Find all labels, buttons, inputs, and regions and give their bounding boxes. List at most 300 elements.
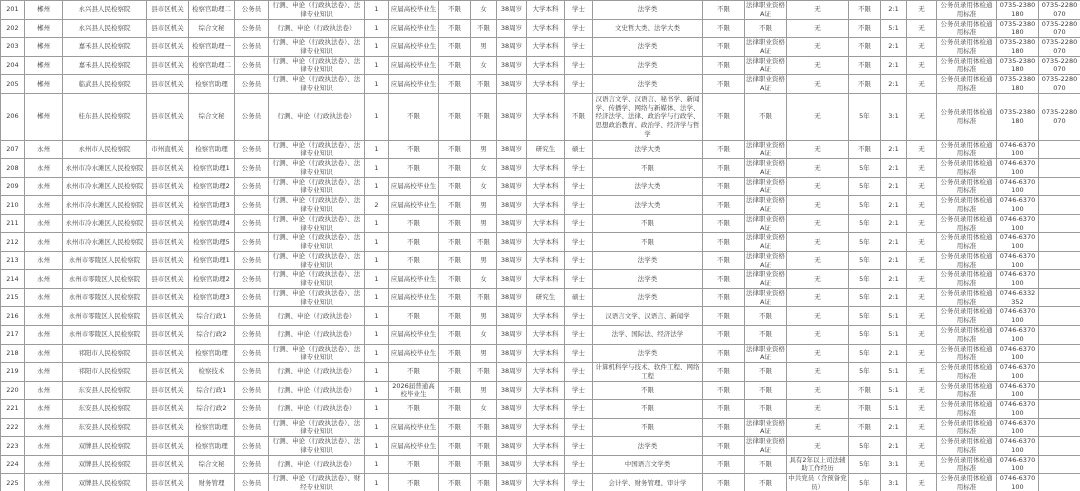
cell-exam-ratio: 2:1 [881, 1, 907, 20]
cell-exam-ratio: 3:1 [881, 93, 907, 140]
cell-bonus-policy: 无 [907, 344, 937, 363]
cell-education: 大学本科 [527, 38, 565, 57]
cell-work-experience: 不限 [703, 344, 745, 363]
cell-gender: 不限 [471, 363, 497, 382]
cell-position-type: 公务员 [235, 75, 269, 94]
cell-majors: 法学类 [593, 344, 703, 363]
cell-physical-exam-standard: 公务员录用体检通用标准 [937, 325, 997, 344]
cell-other-requirements: 无 [787, 1, 849, 20]
cell-age-limit: 38周岁 [497, 56, 527, 75]
cell-work-experience: 不限 [703, 363, 745, 382]
cell-bonus-policy: 无 [907, 196, 937, 215]
cell-work-experience: 不限 [703, 400, 745, 419]
cell-bonus-policy: 无 [907, 363, 937, 382]
cell-city: 永州 [25, 233, 63, 252]
cell-age-limit: 38周岁 [497, 19, 527, 38]
table-row [1, 177, 1080, 196]
cell-majors: 计算机科学与技术、软件工程、网络工程 [593, 363, 703, 382]
cell-row-number: 205 [1, 75, 25, 94]
cell-recruit-target: 应届高校毕业生 [389, 19, 439, 38]
table-body [1, 1, 1080, 491]
cell-openings: 1 [365, 214, 389, 233]
cell-exam-subjects: 行测、申论（行政执法卷）、法律专业知识 [269, 251, 365, 270]
cell-exam-subjects: 行测、申论（行政执法卷） [269, 381, 365, 400]
cell-age-limit: 38周岁 [497, 400, 527, 419]
cell-min-service-years: 5年 [849, 177, 881, 196]
cell-gender: 女 [471, 177, 497, 196]
cell-recruit-target: 应届高校毕业生 [389, 437, 439, 456]
cell-degree: 学士 [565, 19, 593, 38]
cell-household-limit: 不限 [439, 56, 471, 75]
cell-other-requirements: 无 [787, 56, 849, 75]
cell-other-requirements: 无 [787, 251, 849, 270]
cell-degree: 学士 [565, 344, 593, 363]
cell-other-requirements: 无 [787, 177, 849, 196]
cell-physical-exam-standard: 公务员录用体检通用标准 [937, 38, 997, 57]
cell-majors: 法学类 [593, 1, 703, 20]
cell-position-name: 检察官助理 [189, 140, 235, 159]
cell-position-name: 检察官助理4 [189, 214, 235, 233]
cell-org-level: 县市区机关 [147, 474, 189, 491]
cell-openings: 1 [365, 159, 389, 178]
cell-physical-exam-standard: 公务员录用体检通用标准 [937, 214, 997, 233]
cell-city: 永州 [25, 455, 63, 474]
cell-exam-ratio: 2:1 [881, 437, 907, 456]
cell-certificate: 不限 [745, 474, 787, 491]
cell-age-limit: 38周岁 [497, 437, 527, 456]
cell-openings: 1 [365, 38, 389, 57]
cell-min-service-years: 5年 [849, 93, 881, 140]
cell-exam-ratio: 2:1 [881, 38, 907, 57]
cell-other-requirements: 无 [787, 214, 849, 233]
table-row [1, 381, 1080, 400]
cell-row-number: 207 [1, 140, 25, 159]
cell-household-limit: 不限 [439, 288, 471, 307]
cell-position-type: 公务员 [235, 214, 269, 233]
cell-min-service-years: 不限 [849, 19, 881, 38]
cell-row-number: 218 [1, 344, 25, 363]
cell-age-limit: 38周岁 [497, 418, 527, 437]
cell-org-level: 县市区机关 [147, 363, 189, 382]
cell-certificate: 不限 [745, 307, 787, 326]
cell-position-name: 检察官助理5 [189, 233, 235, 252]
cell-other-requirements: 无 [787, 75, 849, 94]
cell-recruit-target: 应届高校毕业生 [389, 288, 439, 307]
cell-work-experience: 不限 [703, 270, 745, 289]
cell-position-type: 公务员 [235, 344, 269, 363]
cell-employer: 双牌县人民检察院 [63, 455, 147, 474]
cell-position-name: 检察官助理二 [189, 56, 235, 75]
cell-physical-exam-standard: 公务员录用体检通用标准 [937, 1, 997, 20]
cell-city: 永州 [25, 400, 63, 419]
cell-recruit-target: 不限 [389, 455, 439, 474]
cell-exam-ratio: 2:1 [881, 140, 907, 159]
cell-degree: 学士 [565, 363, 593, 382]
cell-majors: 法学类 [593, 56, 703, 75]
cell-other-requirements: 无 [787, 344, 849, 363]
cell-exam-ratio: 5:1 [881, 325, 907, 344]
cell-gender: 女 [471, 1, 497, 20]
cell-physical-exam-standard: 公务员录用体检通用标准 [937, 177, 997, 196]
cell-phone-1: 0746-6370100 [997, 214, 1039, 233]
cell-phone-2 [1039, 344, 1080, 363]
cell-city: 郴州 [25, 1, 63, 20]
cell-city: 永州 [25, 196, 63, 215]
cell-phone-1: 0735-2380180 [997, 93, 1039, 140]
cell-city: 郴州 [25, 75, 63, 94]
cell-household-limit: 不限 [439, 196, 471, 215]
cell-phone-1: 0735-2380180 [997, 19, 1039, 38]
cell-min-service-years: 5年 [849, 437, 881, 456]
cell-employer: 嘉禾县人民检察院 [63, 56, 147, 75]
cell-city: 永州 [25, 214, 63, 233]
cell-position-type: 公务员 [235, 38, 269, 57]
cell-work-experience: 不限 [703, 474, 745, 491]
cell-age-limit: 38周岁 [497, 455, 527, 474]
cell-degree: 学士 [565, 418, 593, 437]
cell-exam-ratio: 5:1 [881, 381, 907, 400]
cell-age-limit: 38周岁 [497, 344, 527, 363]
cell-row-number: 220 [1, 381, 25, 400]
table-row [1, 270, 1080, 289]
cell-certificate: 法律职业资格A证 [746, 251, 785, 269]
cell-exam-subjects: 行测、申论（行政执法卷）、法律专业知识 [269, 196, 365, 215]
cell-exam-ratio: 2:1 [881, 288, 907, 307]
cell-row-number: 213 [1, 251, 25, 270]
table-row [1, 214, 1080, 233]
cell-work-experience: 不限 [703, 19, 745, 38]
cell-openings: 1 [365, 251, 389, 270]
cell-position-name: 检察官助理3 [189, 288, 235, 307]
cell-age-limit: 38周岁 [497, 177, 527, 196]
cell-recruit-target: 不限 [389, 93, 439, 140]
cell-recruit-target: 应届高校毕业生 [389, 177, 439, 196]
cell-certificate: 法律职业资格A证 [746, 196, 785, 214]
cell-city: 永州 [25, 288, 63, 307]
cell-physical-exam-standard: 公务员录用体检通用标准 [937, 288, 997, 307]
cell-position-name: 综合文秘 [189, 455, 235, 474]
cell-recruit-target: 不限 [389, 307, 439, 326]
cell-education: 研究生 [527, 288, 565, 307]
cell-row-number: 203 [1, 38, 25, 57]
cell-employer: 祁阳市人民检察院 [63, 363, 147, 382]
cell-position-name: 综合行政2 [189, 325, 235, 344]
cell-bonus-policy: 无 [907, 418, 937, 437]
cell-certificate: 法律职业资格A证 [746, 418, 785, 436]
cell-openings: 1 [365, 177, 389, 196]
cell-exam-subjects: 行测、申论（行政执法卷） [269, 455, 365, 474]
cell-min-service-years: 5年 [849, 474, 881, 491]
cell-other-requirements: 中共党员（含预备党员） [788, 474, 847, 491]
cell-gender: 不限 [471, 93, 497, 140]
cell-org-level: 县市区机关 [147, 307, 189, 326]
cell-physical-exam-standard: 公务员录用体检通用标准 [937, 270, 997, 289]
cell-exam-subjects: 行测、申论（行政执法卷）、法律专业知识 [269, 56, 365, 75]
cell-degree: 学士 [565, 56, 593, 75]
cell-row-number: 224 [1, 455, 25, 474]
cell-exam-subjects: 行测、申论（行政执法卷）、法律专业知识 [269, 75, 365, 94]
cell-bonus-policy: 无 [907, 140, 937, 159]
cell-certificate: 法律职业资格A证 [746, 56, 785, 74]
cell-bonus-policy: 无 [907, 381, 937, 400]
cell-position-name: 检察官助理1 [189, 159, 235, 178]
cell-gender: 男 [471, 307, 497, 326]
cell-bonus-policy: 无 [907, 455, 937, 474]
cell-age-limit: 38周岁 [497, 196, 527, 215]
cell-education: 大学本科 [527, 325, 565, 344]
cell-certificate: 不限 [745, 325, 787, 344]
cell-phone-1: 0746-6370100 [997, 140, 1039, 159]
table-row [1, 75, 1080, 94]
cell-employer: 祁阳市人民检察院 [63, 344, 147, 363]
cell-other-requirements: 无 [787, 437, 849, 456]
cell-gender: 男 [471, 140, 497, 159]
cell-org-level: 县市区机关 [147, 381, 189, 400]
cell-bonus-policy: 无 [907, 159, 937, 178]
cell-openings: 1 [365, 270, 389, 289]
cell-certificate: 法律职业资格A证 [746, 344, 785, 362]
cell-row-number: 210 [1, 196, 25, 215]
cell-position-type: 公务员 [235, 381, 269, 400]
cell-exam-ratio: 2:1 [881, 75, 907, 94]
cell-phone-2 [1039, 159, 1080, 178]
cell-phone-1: 0746-6370100 [997, 418, 1039, 437]
cell-org-level: 县市区机关 [147, 19, 189, 38]
cell-certificate: 法律职业资格A证 [746, 233, 785, 251]
cell-position-name: 综合行政2 [189, 400, 235, 419]
cell-household-limit: 不限 [439, 455, 471, 474]
cell-phone-2 [1039, 140, 1080, 159]
cell-phone-2: 0735-2280070 [1039, 1, 1080, 20]
cell-row-number: 209 [1, 177, 25, 196]
cell-degree: 学士 [565, 400, 593, 419]
cell-phone-2 [1039, 400, 1080, 419]
cell-exam-ratio: 3:1 [881, 474, 907, 491]
cell-phone-1: 0746-6370100 [997, 400, 1039, 419]
cell-position-type: 公务员 [235, 196, 269, 215]
cell-education: 大学本科 [527, 196, 565, 215]
cell-recruit-target: 不限 [389, 363, 439, 382]
cell-row-number: 211 [1, 214, 25, 233]
cell-gender: 男 [471, 381, 497, 400]
table-row [1, 196, 1080, 215]
cell-row-number: 204 [1, 56, 25, 75]
cell-gender: 不限 [471, 455, 497, 474]
cell-majors: 不限 [593, 214, 703, 233]
cell-exam-subjects: 行测、申论（行政执法卷） [269, 325, 365, 344]
table-row [1, 38, 1080, 57]
cell-age-limit: 38周岁 [497, 270, 527, 289]
cell-phone-1: 0746-6332352 [997, 288, 1039, 307]
cell-phone-1: 0746-6370100 [997, 381, 1039, 400]
cell-age-limit: 38周岁 [497, 159, 527, 178]
cell-city: 永州 [25, 270, 63, 289]
cell-phone-2 [1039, 288, 1080, 307]
cell-bonus-policy: 无 [907, 288, 937, 307]
cell-phone-1: 0746-6370100 [997, 474, 1039, 491]
cell-exam-subjects: 行测、申论（行政执法卷）、法律专业知识 [269, 214, 365, 233]
cell-majors: 中国语言文学类 [593, 455, 703, 474]
cell-min-service-years: 不限 [849, 56, 881, 75]
cell-phone-2 [1039, 214, 1080, 233]
cell-physical-exam-standard: 公务员录用体检通用标准 [937, 455, 997, 474]
cell-household-limit: 不限 [439, 214, 471, 233]
cell-majors: 汉语言文学、汉语言、秘书学、新闻学、传播学、网络与新媒体、法学、经济法学、法律、政治学与行政学、思想政治教育、政治学、经济学与哲学 [593, 93, 703, 140]
cell-min-service-years: 5年 [849, 288, 881, 307]
cell-degree: 学士 [565, 270, 593, 289]
cell-position-type: 公务员 [235, 1, 269, 20]
cell-position-type: 公务员 [235, 307, 269, 326]
cell-employer: 永州市零陵区人民检察院 [63, 288, 147, 307]
cell-education: 大学本科 [527, 19, 565, 38]
cell-certificate: 法律职业资格A证 [746, 159, 785, 176]
cell-exam-subjects: 行测、申论（行政执法卷）、法律专业知识 [269, 288, 365, 307]
cell-household-limit: 不限 [439, 307, 471, 326]
cell-age-limit: 38周岁 [497, 251, 527, 270]
cell-other-requirements: 无 [787, 288, 849, 307]
cell-row-number: 212 [1, 233, 25, 252]
cell-certificate: 法律职业资格A证 [746, 38, 785, 55]
cell-org-level: 县市区机关 [147, 159, 189, 178]
cell-bonus-policy: 无 [907, 400, 937, 419]
cell-other-requirements: 无 [787, 418, 849, 437]
cell-work-experience: 不限 [703, 56, 745, 75]
cell-phone-2 [1039, 437, 1080, 456]
cell-education: 大学本科 [527, 1, 565, 20]
cell-education: 大学本科 [527, 307, 565, 326]
cell-household-limit: 不限 [439, 344, 471, 363]
cell-household-limit: 不限 [439, 159, 471, 178]
cell-household-limit: 不限 [439, 140, 471, 159]
cell-bonus-policy: 无 [907, 1, 937, 20]
table-row [1, 1, 1080, 20]
cell-gender: 不限 [471, 474, 497, 491]
cell-phone-2: 0735-2280070 [1039, 19, 1080, 38]
cell-employer: 永州市人民检察院 [63, 140, 147, 159]
cell-min-service-years: 不限 [849, 381, 881, 400]
cell-city: 永州 [25, 418, 63, 437]
cell-phone-2: 0735-2280070 [1039, 75, 1080, 94]
cell-work-experience: 不限 [703, 437, 745, 456]
cell-exam-subjects: 行测、申论（行政执法卷）、财经专业知识 [269, 474, 365, 491]
cell-openings: 1 [365, 344, 389, 363]
cell-recruit-target: 应届高校毕业生 [389, 196, 439, 215]
cell-position-name: 综合文秘 [189, 93, 235, 140]
cell-openings: 1 [365, 455, 389, 474]
cell-phone-1: 0746-6370100 [997, 159, 1039, 178]
cell-gender: 男 [471, 38, 497, 57]
cell-work-experience: 不限 [703, 214, 745, 233]
cell-position-type: 公务员 [235, 233, 269, 252]
cell-org-level: 县市区机关 [147, 288, 189, 307]
cell-certificate: 法律职业资格A证 [746, 177, 785, 195]
cell-org-level: 县市区机关 [147, 177, 189, 196]
cell-org-level: 县市区机关 [147, 75, 189, 94]
table-row [1, 140, 1080, 159]
cell-position-name: 检察官助理 [189, 344, 235, 363]
cell-physical-exam-standard: 公务员录用体检通用标准 [937, 56, 997, 75]
cell-majors: 法学类 [593, 437, 703, 456]
cell-physical-exam-standard: 公务员录用体检通用标准 [937, 474, 997, 491]
table-row [1, 437, 1080, 456]
cell-recruit-target: 应届高校毕业生 [389, 56, 439, 75]
cell-min-service-years: 5年 [849, 251, 881, 270]
cell-row-number: 221 [1, 400, 25, 419]
cell-gender: 不限 [471, 75, 497, 94]
cell-bonus-policy: 无 [907, 75, 937, 94]
cell-city: 郴州 [25, 56, 63, 75]
cell-phone-1: 0746-6370100 [997, 196, 1039, 215]
cell-employer: 双牌县人民检察院 [63, 474, 147, 491]
cell-majors: 不限 [593, 381, 703, 400]
cell-physical-exam-standard: 公务员录用体检通用标准 [937, 307, 997, 326]
cell-openings: 1 [365, 418, 389, 437]
cell-employer: 永州市冷水滩区人民检察院 [63, 233, 147, 252]
cell-age-limit: 38周岁 [497, 140, 527, 159]
cell-recruit-target: 应届高校毕业生 [389, 344, 439, 363]
cell-bonus-policy: 无 [907, 214, 937, 233]
cell-work-experience: 不限 [703, 93, 745, 140]
cell-gender: 不限 [471, 19, 497, 38]
cell-position-name: 检察官助理3 [189, 196, 235, 215]
cell-position-type: 公务员 [235, 400, 269, 419]
cell-household-limit: 不限 [439, 381, 471, 400]
cell-openings: 1 [365, 474, 389, 491]
cell-employer: 永州市零陵区人民检察院 [63, 270, 147, 289]
cell-exam-subjects: 行测、申论（行政执法卷）、法律专业知识 [269, 177, 365, 196]
cell-majors: 法学类 [593, 270, 703, 289]
cell-other-requirements: 无 [787, 307, 849, 326]
cell-employer: 永州市零陵区人民检察院 [63, 307, 147, 326]
cell-exam-ratio: 2:1 [881, 344, 907, 363]
cell-row-number: 217 [1, 325, 25, 344]
cell-employer: 永州市零陵区人民检察院 [63, 325, 147, 344]
cell-openings: 1 [365, 19, 389, 38]
cell-min-service-years: 5年 [849, 455, 881, 474]
cell-city: 郴州 [25, 93, 63, 140]
cell-age-limit: 38周岁 [497, 307, 527, 326]
cell-org-level: 县市区机关 [147, 196, 189, 215]
cell-city: 郴州 [25, 19, 63, 38]
cell-min-service-years: 不限 [849, 1, 881, 20]
cell-household-limit: 不限 [439, 325, 471, 344]
cell-exam-subjects: 行测、申论（行政执法卷） [269, 363, 365, 382]
cell-phone-2 [1039, 233, 1080, 252]
cell-position-name: 综合行政1 [189, 307, 235, 326]
cell-phone-2 [1039, 363, 1080, 382]
cell-exam-ratio: 2:1 [881, 177, 907, 196]
cell-work-experience: 不限 [703, 307, 745, 326]
cell-phone-2 [1039, 270, 1080, 289]
table-row [1, 363, 1080, 382]
cell-exam-subjects: 行测、申论（行政执法卷）、法律专业知识 [269, 38, 365, 57]
cell-majors: 不限 [593, 400, 703, 419]
cell-work-experience: 不限 [703, 75, 745, 94]
cell-certificate: 法律职业资格A证 [746, 1, 785, 18]
cell-city: 永州 [25, 325, 63, 344]
cell-bonus-policy: 无 [907, 270, 937, 289]
cell-work-experience: 不限 [703, 177, 745, 196]
cell-gender: 男 [471, 196, 497, 215]
cell-exam-ratio: 5:1 [881, 19, 907, 38]
cell-phone-1: 0746-6370100 [997, 325, 1039, 344]
cell-degree: 学士 [565, 1, 593, 20]
cell-row-number: 216 [1, 307, 25, 326]
cell-degree: 学士 [565, 474, 593, 491]
cell-org-level: 县市区机关 [147, 400, 189, 419]
cell-exam-ratio: 5:1 [881, 307, 907, 326]
cell-bonus-policy: 无 [907, 38, 937, 57]
